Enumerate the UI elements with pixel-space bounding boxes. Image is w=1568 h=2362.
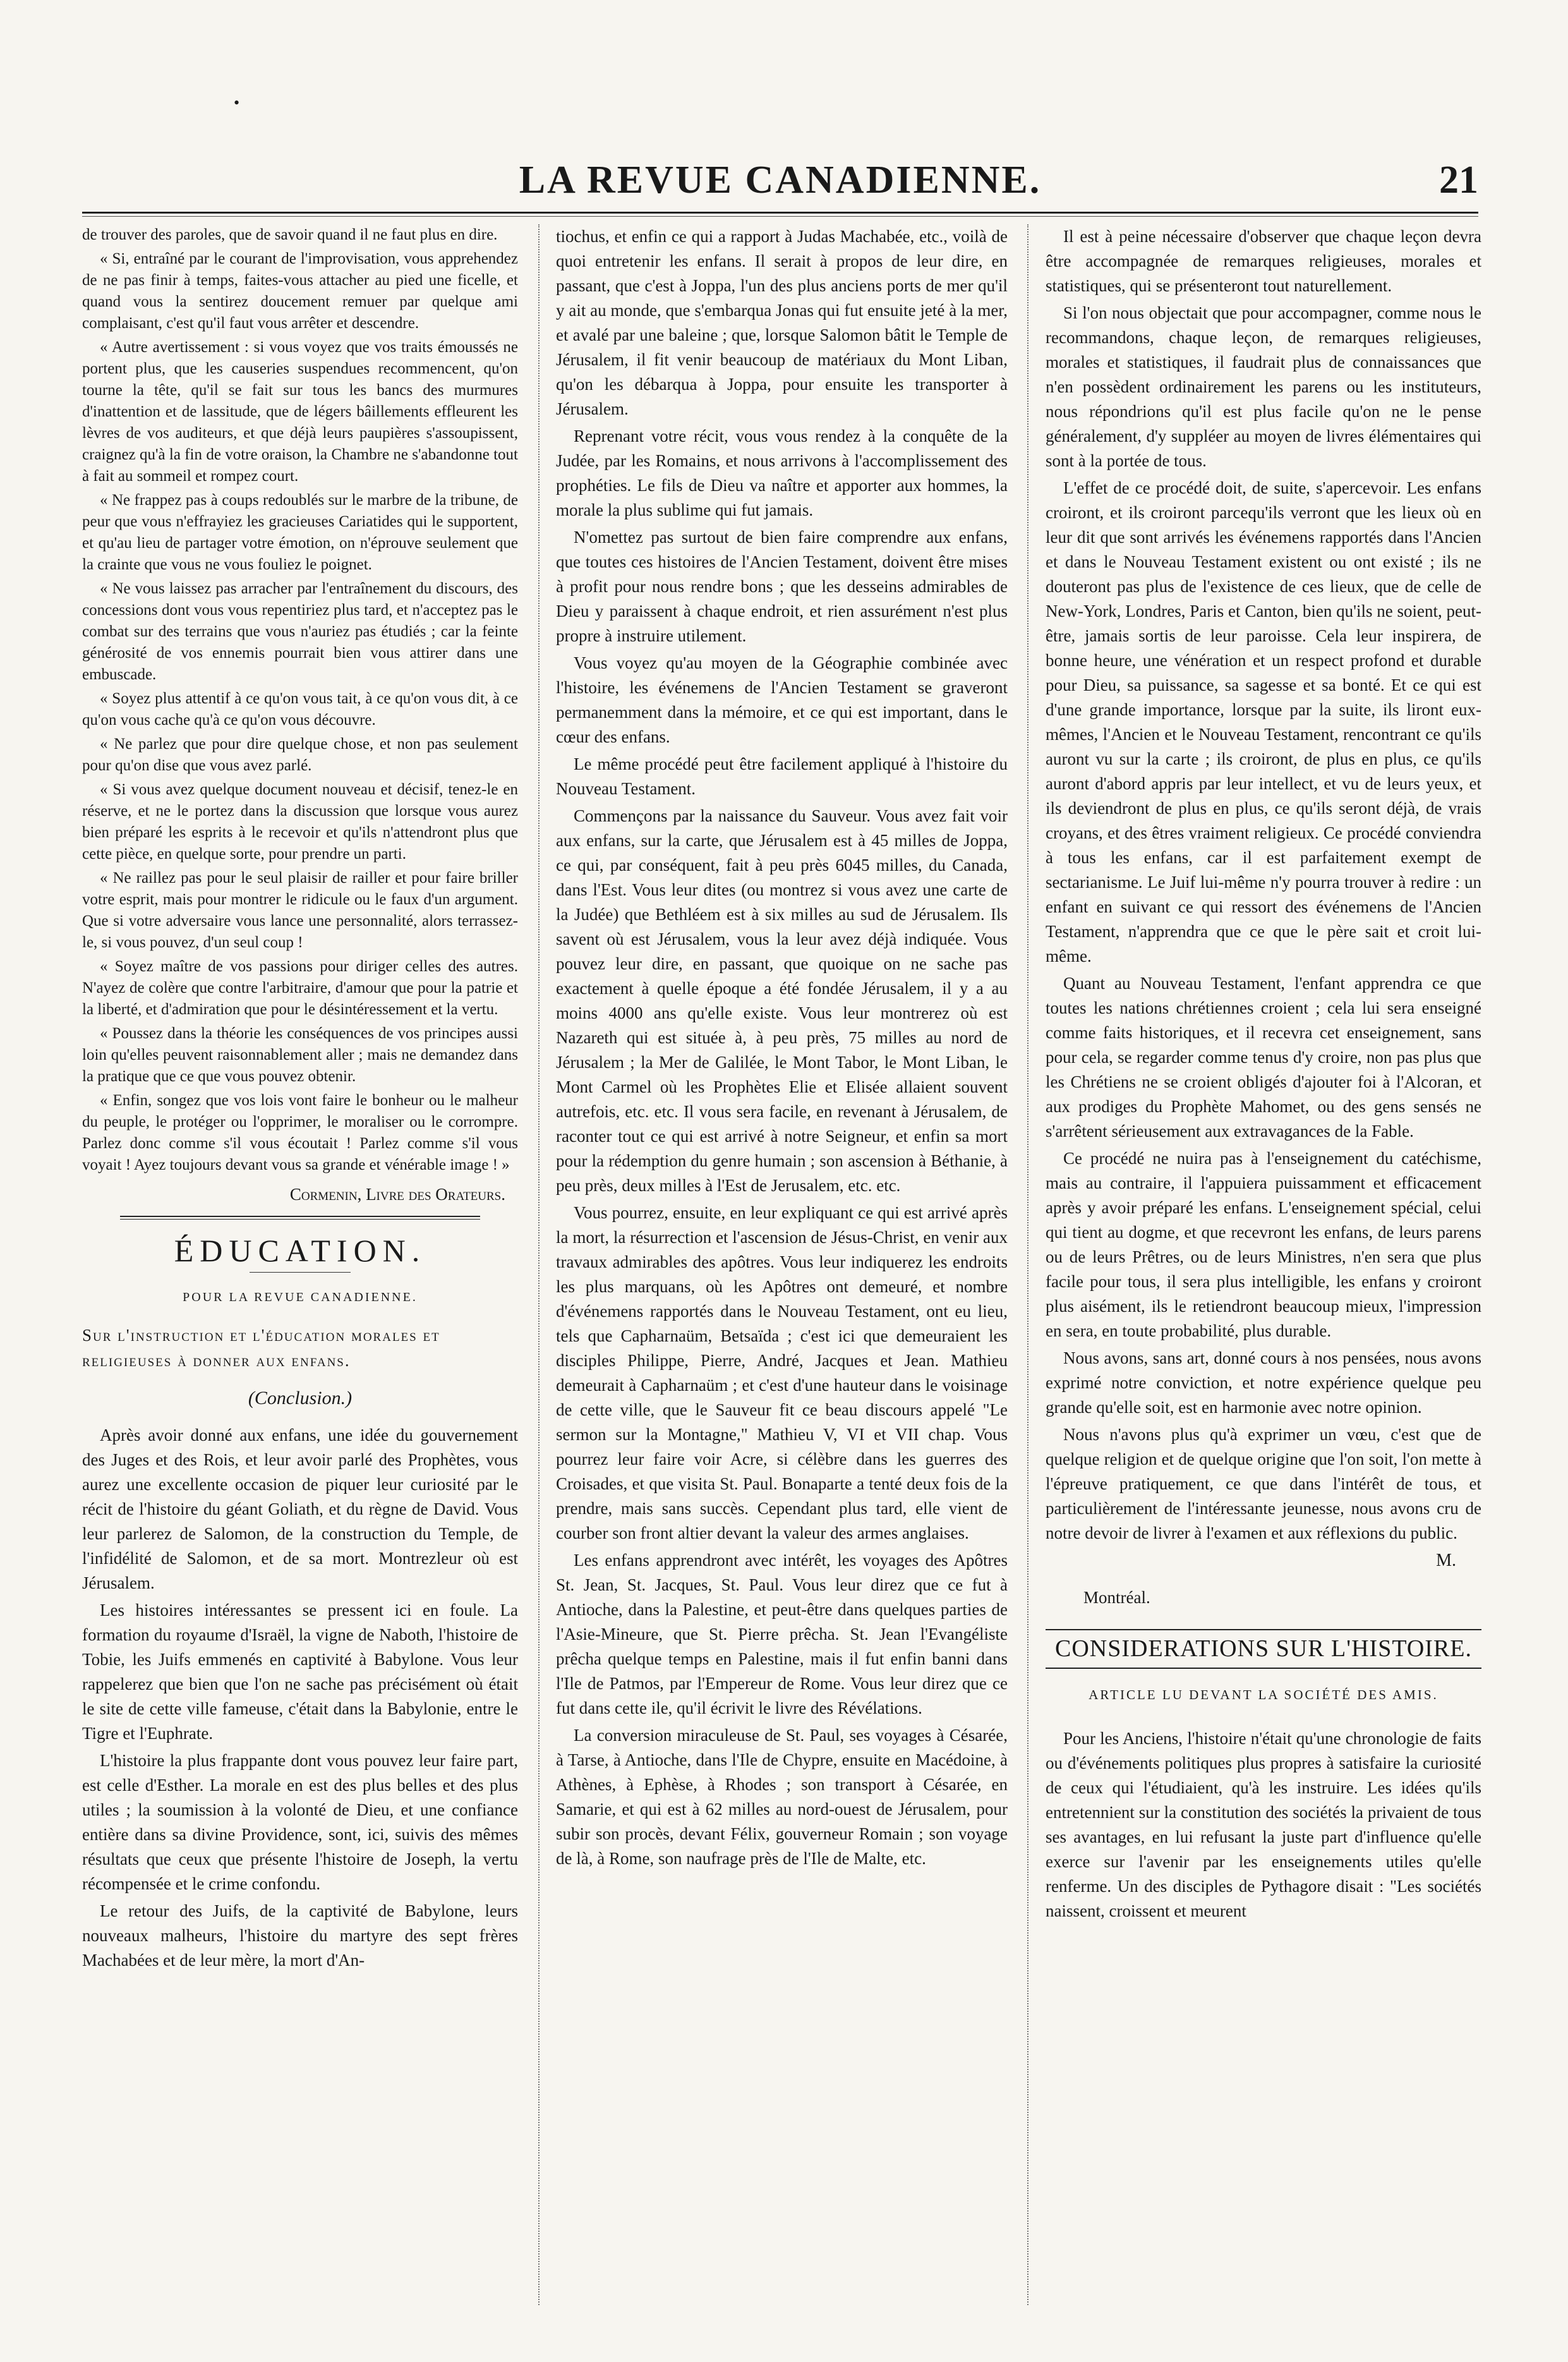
paragraph: Le retour des Juifs, de la captivité de Babylone, leurs nouveaux malheurs, l'histoire du martyre des sept frères Machabées et de leur mère, la mort d'An- xyxy=(82,1901,518,1970)
column-divider-1 xyxy=(538,224,540,2305)
column-1 xyxy=(82,224,518,2305)
paragraph: Ce procédé ne nuira pas à l'enseignement du catéchisme, mais au contraire, il l'appuiera puissamment et efficacement après y avoir préparé les enfans. L'enseignement spécial, celui qui tient au dogme, et que recevront les enfans, de leurs parens ou de leurs Prêtres, ou de leurs Ministres, n'en sera que plus facile pour tous, il sera plus intelligible, les enfans y croiront plus aisément, ils le retiendront beaucoup mieux, l'impression en sera, en toute probabilité, plus durable. xyxy=(1046,1149,1481,1340)
conclusion-label: (Conclusion.) xyxy=(248,1388,353,1408)
paragraph: « Enfin, songez que vos lois vont faire le bonheur ou le malheur du peuple, le protéger ou l'opprimer, le moraliser ou le corrompre. Parlez donc comme s'il vous écoutait ! Parlez comme s'il vous voyait ! Ayez toujours devant vous sa grande et vénérable image ! » xyxy=(82,1092,518,1173)
paragraph: Les enfans apprendront avec intérêt, les voyages des Apôtres St. Jean, St. Jacques, St. Paul. Vous leur direz que ce fut à Antioche, dans la Palestine, et peut-être dans quelques parties de l'Asie-Mineure, que St. Pierre prêcha. St. Jean l'Evangéliste prêcha quelque temps en Palestine, mais il fut enfin banni dans l'Ile de Patmos, par l'Empereur de Rome. Vous leur direz que ce fut dans cette ile, qu'il écrivit le livre des Révélations. xyxy=(556,1551,1008,1717)
article-title: Sur l'instruction et l'éducation morales et religieuses à donner aux enfans. xyxy=(82,1326,440,1370)
paragraph: Pour les Anciens, l'histoire n'était qu'une chronologie de faits ou d'événements politiques plus propres à satisfaire la curiosité de ceux qui l'étudiaient, qu'à les instruire. Les idées qu'ils entretennient sur la constitution des sociétés la privaient de tous ses avantages, en lui refusant la juste part d'influence qu'elle exerce sur l'avenir par les enseignements utiles qu'elle renferme. Un des disciples de Pythagore disait : "Les sociétés naissent, croissent et meurent xyxy=(1046,1729,1481,1920)
paragraph: L'effet de ce procédé doit, de suite, s'apercevoir. Les enfans croiront, et ils croiront parcequ'ils verront que les lieux où en leur dit que sont arrivés les événemens rapportés dans l'Ancien et dans le Nouveau Testament existent ou ont existé ; ils ne douteront pas plus de l'existence de ces lieux, que de celle de New-York, Londres, Paris et Canton, bien qu'ils ne soient, peut-être, jamais sortis de leur paroisse. Cela leur inspirera, de bonne heure, une vénération et un respect profond et durable pour Dieu, sa puissance, sa sagesse et sa bonté. Et ce qui est d'une grande importance, lorsque par la suite, ils liront eux-mêmes, l'Ancien et le Nouveau Testament, rencontrant ce qu'ils auront vu sur la carte ; ils croiront, de plus en plus, ce qu'ils auront d'abord appris par leur intellect, et vu de leurs yeux, et ils deviendront de plus en plus, ce qu'ils seront déjà, de vrais croyans, et des êtres vraiment religieux. Ce procédé conviendra à tous les enfans, car il est parfaitement exempt de sectarianisme. Le Juif lui-même n'y pourra trouver à redire : un enfant en suivant ce qui ressort des événemens de l'Ancien Testament, n'apprendra que ce que le père sait et croit lui-même. xyxy=(1046,478,1481,966)
paragraph: « Autre avertissement : si vous voyez que vos traits émoussés ne portent plus, que les causeries suspendues recommencent, qu'on tourne la tête, qu'il se fait sur tous les bancs des murmures d'inattention et de lassitude, que de légers bâillements effleurent les lèvres de vos auditeurs, et que déjà leurs paupières s'assoupissent, craignez qu'à la fin de votre oraison, la Chambre ne s'abandonne tout à fait au sommeil et rompez court. xyxy=(82,339,518,485)
column-2 xyxy=(556,224,1008,2305)
paragraph: Il est à peine nécessaire d'observer que chaque leçon devra être accompagnée de remarques religieuses, morales et statistiques, qui se présenteront tout naturellement. xyxy=(1046,227,1481,295)
paragraph: Reprenant votre récit, vous vous rendez à la conquête de la Judée, par les Romains, et nous arrivons à l'accomplissement des prophéties. Le fils de Dieu va naître et apporter aux hommes, la morale la plus sublime qui fut jamais. xyxy=(556,427,1008,519)
paragraph: N'omettez pas surtout de bien faire comprendre aux enfans, que toutes ces histoires de l'Ancien Testament, doivent être mises à profit pour nous rendre bons ; que les desseins admirables de Dieu y paraissent à chaque endroit, et rien assurément n'est plus propre à instruire utilement. xyxy=(556,528,1008,645)
page-number: 21 xyxy=(1439,159,1478,202)
paragraph: Nous avons, sans art, donné cours à nos pensées, nous avons exprimé notre conviction, et notre expérience quelque peu grande qu'elle soit, est en harmonie avec notre opinion. xyxy=(1046,1348,1481,1417)
paragraph: Nous n'avons plus qu'à exprimer un vœu, c'est que de quelque religion et de quelque origine que l'on soit, l'on mette à l'épreuve pratiquement, ce que dans l'intérêt de tous, et particulièrement de l'intéressante jeunesse, nous avons cru de notre devoir de livrer à l'examen et aux réflexions du public. xyxy=(1046,1425,1481,1542)
paragraph: « Poussez dans la théorie les conséquences de vos principes aussi loin qu'elles peuvent raisonnablement aller ; mais ne demandez dans la pratique que ce que vous pouvez obtenir. xyxy=(82,1025,518,1085)
paragraph: « Ne frappez pas à coups redoublés sur le marbre de la tribune, de peur que vous n'effrayiez les gracieuses Cariatides qui le supportent, et qu'au lieu de partager votre émotion, on n'éprouve seulement que la crainte que vous ne vous fouliez le poignet. xyxy=(82,492,518,573)
section-rule-short xyxy=(250,1272,351,1273)
article-title-considerations: CONSIDERATIONS SUR L'HISTOIRE. xyxy=(1046,1629,1481,1669)
paragraph: Le même procédé peut être facilement appliqué à l'histoire du Nouveau Testament. xyxy=(556,754,1008,798)
header-rule xyxy=(82,212,1478,217)
paragraph: L'histoire la plus frappante dont vous pouvez leur faire part, est celle d'Esther. La morale en est des plus belles et des plus utiles ; la soumission à la volonté de Dieu, et une confiance entière dans sa divine Providence, sont, ici, suivis des mêmes résultats que ceux que présente l'histoire de Joseph, la vertu récompensée et le crime confondu. xyxy=(82,1751,518,1893)
byline: POUR LA REVUE CANADIENNE. xyxy=(183,1290,418,1304)
paragraph: Les histoires intéressantes se pressent ici en foule. La formation du royaume d'Israël, la vigne de Naboth, l'histoire de Tobie, les Juifs emmenés en captivité à Babylone. Vous leur rappelerez que bien que l'on ne sache pas précisément où était le site de cette ville fameuse, c'était dans la Babylonie, entre le Tigre et l'Euphrate. xyxy=(82,1601,518,1743)
stray-mark: • xyxy=(234,94,240,112)
quote-block xyxy=(82,224,518,1176)
paragraph: Si l'on nous objectait que pour accompagner, comme nous le recommandons, chaque leçon, de remarques religieuses, morales et statistiques, il faudrait plus de connaissances que n'en possèdent ordinairement les parens ou les instituteurs, nous répondrions qu'il est plus facile qu'on ne le pense généralement, d'y suppléer au moyen de livres élémentaires qui sont à la portée de tous. xyxy=(1046,303,1481,470)
quote-signature: Cormenin, Livre des Orateurs. xyxy=(289,1185,505,1204)
paragraph: Vous pourrez, ensuite, en leur expliquant ce qui est arrivé après la mort, la résurrection et l'ascension de Jésus-Christ, en venir aux travaux admirables des apôtres. Vous leur indiquerez les endroits les plus marquans, où les Apôtres ont demeuré, et nombre d'événemens rapportés dans le Nouveau Testament, ont eu lieu, tels que Capharnaüm, Betsaïda ; c'est ici que demeuraient les disciples Philippe, Pierre, André, Jacques et Jean. Mathieu demeurait à Capharnaüm ; et c'est d'une hauteur dans le voisinage de cette ville, que le Sauveur fit ce beau discours appelé "Le sermon sur la Montagne," Mathieu V, VI et VII chap. Vous pourrez leur faire voir Acre, si célèbre dans les guerres des Croisades, et que visita St. Paul. Bonaparte a tenté deux fois de la prendre, mais sans succès. Cependant plus tard, elle vient de courber son front altier devant la valeur des armes anglaises. xyxy=(556,1203,1008,1542)
paragraph: « Ne parlez que pour dire quelque chose, et non pas seulement pour qu'on dise que vous avez parlé. xyxy=(82,736,518,774)
page-header xyxy=(82,158,1478,202)
paragraph: « Soyez plus attentif à ce qu'on vous tait, à ce qu'on vous dit, à ce qu'on vous cache qu'à ce qu'on vous découvre. xyxy=(82,690,518,729)
column-3 xyxy=(1046,224,1481,2305)
paragraph: Vous voyez qu'au moyen de la Géographie combinée avec l'histoire, les événemens de l'Ancien Testament se graveront permanemment dans la mémoire, et ce qui est important, dans le cœur des enfans. xyxy=(556,653,1008,746)
paragraph: « Si vous avez quelque document nouveau et décisif, tenez-le en réserve, et ne le portez dans la discussion que lorsque vous aurez bien préparé les esprits à le recevoir et qu'ils n'attendront plus que cette pièce, en quelque sorte, pour prendre un parti. xyxy=(82,781,518,863)
dateline-place: Montréal. xyxy=(1083,1588,1150,1607)
paragraph: Commençons par la naissance du Sauveur. Vous avez fait voir aux enfans, sur la carte, que Jérusalem est à 45 milles de Joppa, ce qui, par conséquent, fait à peu près 6045 milles, du Canada, dans l'Est. Vous leur dites (ou montrez si vous avez une carte de la Judée) que Bethléem est à six milles au sud de Jérusalem. Ils savent où est Jérusalem, vous la leur avez déjà indiquée. Vous pouvez leur dire, en passant, que quoique on ne sache pas exactement à quelle époque a été fondée Jérusalem, il y a au moins 4000 ans qu'elle existe. Vous leur montrerez où est Nazareth qui est située à, à peu près, 75 milles au nord de Jérusalem ; la Mer de Galilée, le Mont Tabor, le Mont Liban, le Mont Carmel où les Prophètes Elie et Elisée allaient souvent autrefois, etc. etc. Il vous sera facile, en revenant à Jérusalem, de raconter tout ce qui est arrivé à notre Seigneur, et enfin sa mort pour la rédemption du genre humain ; son ascension à Béthanie, à peu près, deux milles à l'Est de Jerusalem, etc. etc. xyxy=(556,806,1008,1195)
paragraph: Quant au Nouveau Testament, l'enfant apprendra ce que toutes les nations chrétiennes croient ; cela lui sera enseigné comme faits historiques, et il recevra cet enseignement, sans pour cela, se regarder comme tenus d'y croire, non pas plus que les Chrétiens ne se croient obligés d'ajouter foi à l'Alcoran, et aux prodiges du Prophète Mahomet, ou des gens sensés ne s'arrêtent sérieusement aux extravagances de la Fable. xyxy=(1046,974,1481,1141)
column-divider-2 xyxy=(1027,224,1028,2305)
section-title: ÉDUCATION. xyxy=(174,1233,426,1268)
paragraph: « Ne raillez pas pour le seul plaisir de railler et pour faire briller votre esprit, mais pour montrer le ridicule ou le faux d'un argument. Que si votre adversaire vous lance une personnalité, alors terrassez-le, si vous pouvez, d'un seul coup ! xyxy=(82,869,518,951)
article-subtitle: ARTICLE LU DEVANT LA SOCIÉTÉ DES AMIS. xyxy=(1089,1687,1438,1702)
journal-title: LA REVUE CANADIENNE. xyxy=(519,159,1042,202)
paragraph: La conversion miraculeuse de St. Paul, ses voyages à Césarée, à Tarse, à Antioche, dans l'Ile de Chypre, ensuite en Macédoine, à Athènes, à Ephèse, à Rhodes ; son transport à Césarée, en Samarie, et qui est à 62 milles au nord-ouest de Jérusalem, pour subir son procès, devant Félix, gouverneur Romain ; son voyage de là, à Rome, son naufrage près de l'Ile de Malte, etc. xyxy=(556,1726,1008,1868)
section-rule xyxy=(120,1216,480,1220)
paragraph: de trouver des paroles, que de savoir quand il ne faut plus en dire. xyxy=(82,226,498,243)
paragraph: « Ne vous laissez pas arracher par l'entraînement du discours, des concessions dont vous vous repentiriez plus tard, et n'acceptez pas le combat sur des terrains que vous n'auriez pas étudiés ; car la feinte générosité de vos ennemis pourrait bien vous attirer dans une embuscade. xyxy=(82,580,518,683)
article-signature: M. xyxy=(1436,1551,1456,1570)
paragraph: « Soyez maître de vos passions pour diriger celles des autres. N'ayez de colère que contre l'arbitraire, d'amour que pour la patrie et la liberté, et d'admiration que pour le désintéressement et la vertu. xyxy=(82,958,518,1018)
paragraph: « Si, entraîné par le courant de l'improvisation, vous apprehendez de ne pas finir à temps, faites-vous attacher au pied une ficelle, et quand vous la sentirez doucement remuer par quelque ami complaisant, c'est qu'il faut vous arrêter et descendre. xyxy=(82,250,518,332)
paragraph: Après avoir donné aux enfans, une idée du gouvernement des Juges et des Rois, et leur avoir parlé des Prophètes, vous aurez une excellente occasion de piquer leur curiosité par le récit de l'histoire du géant Goliath, et du règne de David. Vous leur parlerez de Salomon, de la construction du Temple, de l'infidélité de Salomon, et de sa mort. Montrezleur où est Jérusalem. xyxy=(82,1426,518,1592)
paragraph: tiochus, et enfin ce qui a rapport à Judas Machabée, etc., voilà de quoi entretenir les enfans. Il serait à propos de leur dire, en passant, que c'est à Joppa, l'un des plus anciens ports de mer qu'il y ait au monde, que s'embarqua Jonas qui fut ensuite jeté à la mer, et avalé par une baleine ; que, lorsque Salomon bâtit le Temple de Jérusalem, il fit venir beaucoup de matériaux du Mont Liban, qu'on les débarqua à Joppa, pour ensuite les transporter à Jérusalem. xyxy=(556,227,1008,418)
